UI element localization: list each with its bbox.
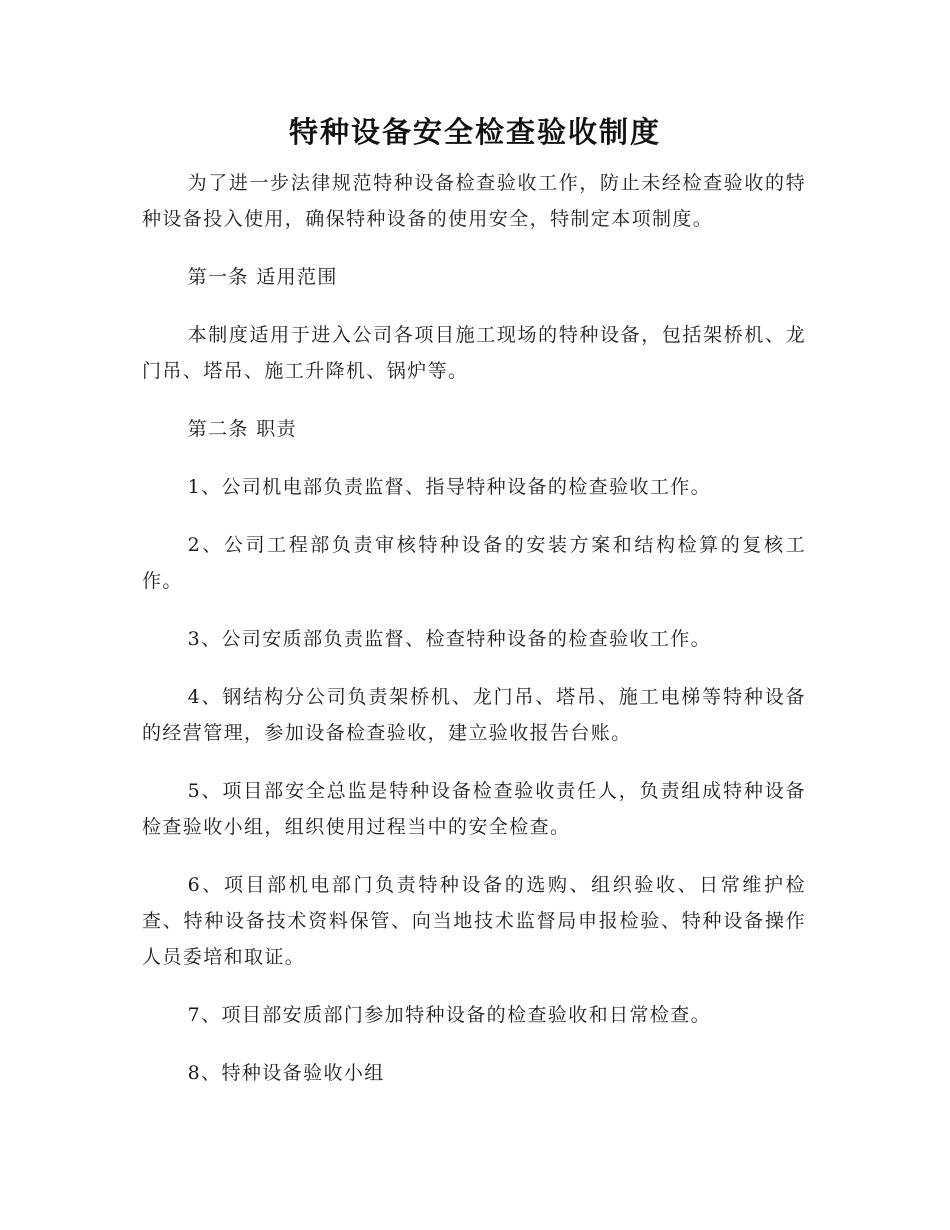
article-2-heading: 第二条 职责 xyxy=(187,418,298,440)
document-title: 特种设备安全检查验收制度 xyxy=(288,115,661,149)
intro-paragraph: 为了进一步法律规范特种设备检查验收工作，防止未经检查验收的特种设备投入使用，确保特种设备的使用安全，特制定本项制度。 xyxy=(142,172,806,230)
duty-item-4: 4、钢结构分公司负责架桥机、龙门吊、塔吊、施工电梯等特种设备的经营管理，参加设备检查验收，建立验收报告台账。 xyxy=(142,686,806,744)
duty-item-7: 7、项目部安质部门参加特种设备的检查验收和日常检查。 xyxy=(187,1004,712,1026)
duty-item-2: 2、公司工程部负责审核特种设备的安装方案和结构检算的复核工作。 xyxy=(142,534,806,592)
scope-paragraph: 本制度适用于进入公司各项目施工现场的特种设备，包括架桥机、龙门吊、塔吊、施工升降机、锅炉等。 xyxy=(142,324,806,382)
article-1-heading: 第一条 适用范围 xyxy=(187,266,338,288)
duty-item-1: 1、公司机电部负责监督、指导特种设备的检查验收工作。 xyxy=(187,476,712,498)
duty-item-3: 3、公司安质部负责监督、检查特种设备的检查验收工作。 xyxy=(187,628,712,650)
duty-item-8: 8、特种设备验收小组 xyxy=(187,1062,385,1084)
document-body xyxy=(142,165,806,1113)
duty-item-6: 6、项目部机电部门负责特种设备的选购、组织验收、日常维护检查、特种设备技术资料保管、向当地技术监督局申报检验、特种设备操作人员委培和取证。 xyxy=(142,874,806,968)
duty-item-5: 5、项目部安全总监是特种设备检查验收责任人，负责组成特种设备检查验收小组，组织使用过程当中的安全检查。 xyxy=(142,780,806,838)
